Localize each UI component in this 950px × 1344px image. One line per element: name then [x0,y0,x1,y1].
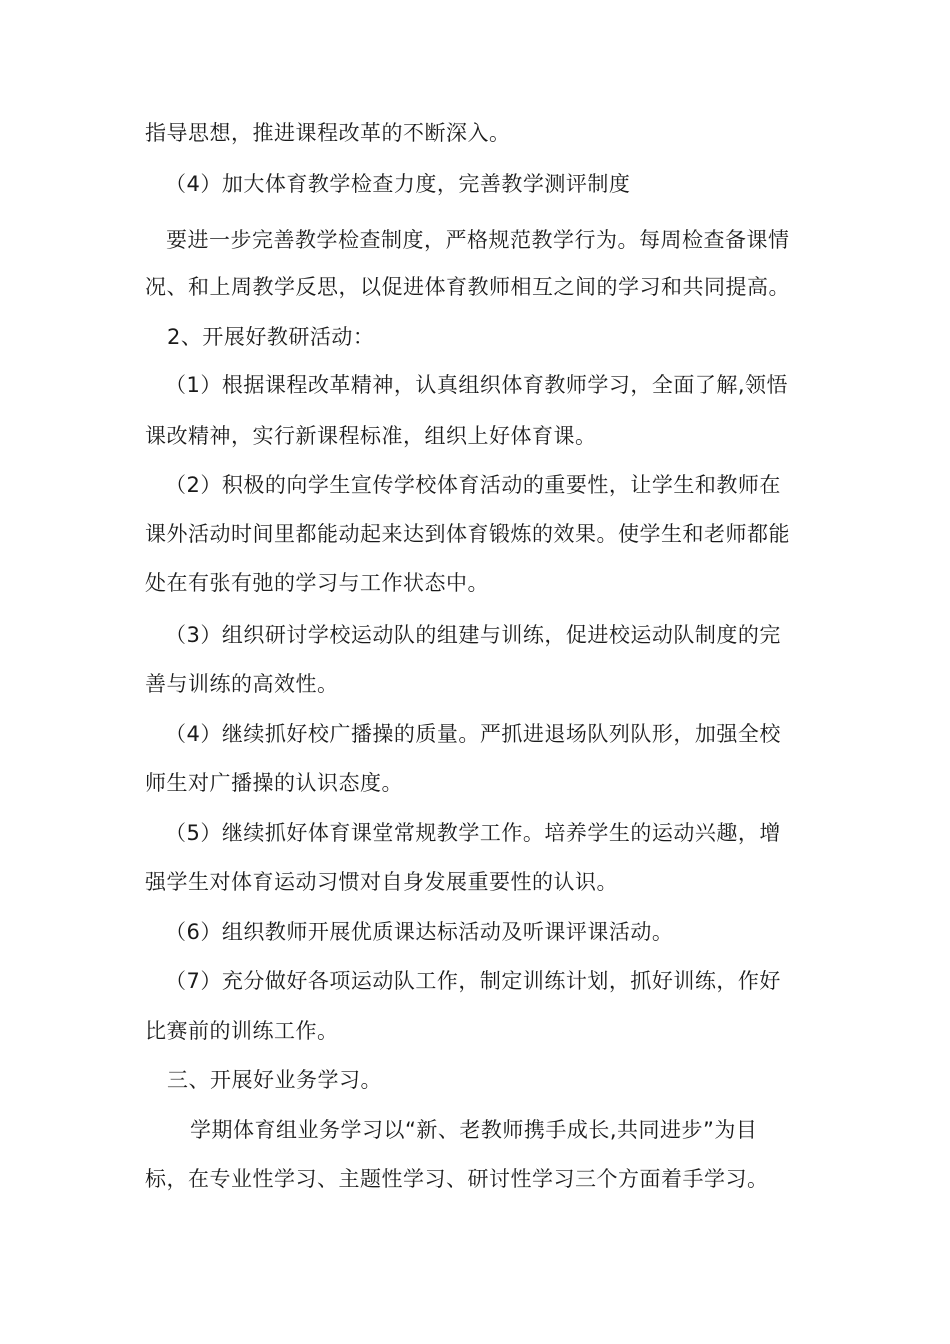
text-line: 学期体育组业务学习以“新、老教师携手成长,共同进步”为目 [190,1118,758,1142]
text-line: （6）组织教师开展优质课达标活动及听课评课活动。 [165,920,674,944]
text-line: （5）继续抓好体育课堂常规教学工作。培养学生的运动兴趣，增 [165,821,781,845]
text-line: 要进一步完善教学检查制度，严格规范教学行为。每周检查备课情 [166,228,790,252]
text-line: （2）积极的向学生宣传学校体育活动的重要性，让学生和教师在 [165,473,781,497]
text-line: 强学生对体育运动习惯对自身发展重要性的认识。 [145,870,618,894]
text-line: 师生对广播操的认识态度。 [145,771,403,795]
text-line: 善与训练的高效性。 [145,672,339,696]
text-line: 比赛前的训练工作。 [145,1019,339,1043]
text-line: 课改精神，实行新课程标准，组织上好体育课。 [145,424,597,448]
text-line: （4）加大体育教学检查力度，完善教学测评制度 [165,172,631,196]
text-line: 指导思想，推进课程改革的不断深入。 [145,121,511,145]
section-heading: 三、开展好业务学习。 [167,1068,382,1092]
section-heading: 2、开展好教研活动： [167,325,375,349]
text-line: 处在有张有弛的学习与工作状态中。 [145,571,489,595]
text-line: （3）组织研讨学校运动队的组建与训练，促进校运动队制度的完 [165,623,781,647]
text-line: 况、和上周教学反思，以促进体育教师相互之间的学习和共同提高。 [145,275,790,299]
text-line: 标，在专业性学习、主题性学习、研讨性学习三个方面着手学习。 [145,1167,769,1191]
text-line: （7）充分做好各项运动队工作，制定训练计划，抓好训练，作好 [165,969,781,993]
text-line: （4）继续抓好校广播操的质量。严抓进退场队列队形，加强全校 [165,722,781,746]
text-line: （1）根据课程改革精神，认真组织体育教师学习，全面了解,领悟 [165,373,789,397]
text-line: 课外活动时间里都能动起来达到体育锻炼的效果。使学生和老师都能 [145,522,790,546]
